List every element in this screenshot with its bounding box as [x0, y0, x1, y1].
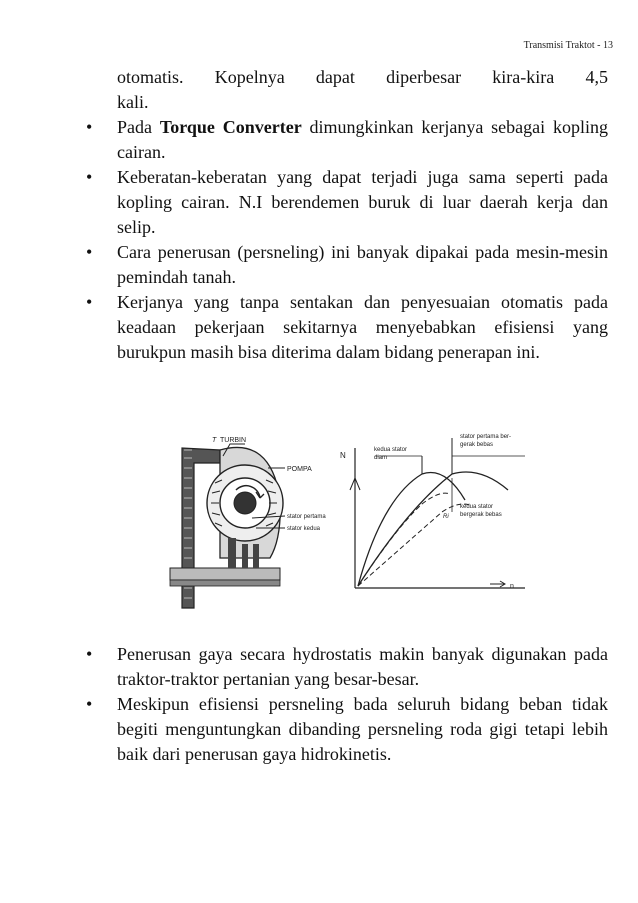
bullet-text: Meskipun efisiensi persneling bada seluruh bidang beban tidak begiti menguntungkan dibanding persneling roda gigi tetapi lebih baik dari penerusan gaya hidrokinetis. — [117, 694, 608, 764]
stator-stem-2 — [253, 544, 259, 568]
bullet-marker: • — [86, 167, 93, 187]
bullet-item — [86, 692, 608, 767]
curve-stator-diam — [358, 472, 465, 586]
turbin-marker: T — [212, 437, 217, 444]
bullet-marker: • — [86, 242, 93, 262]
performance-graph — [340, 434, 525, 590]
kedua-stator-diam-label-1: kedua stator — [374, 447, 408, 453]
stator-kedua-label: stator kedua — [287, 526, 321, 532]
turbin-label: TURBIN — [220, 437, 247, 444]
bullet-marker: • — [86, 117, 93, 137]
bullet-text-prefix: Pada — [117, 117, 160, 137]
kedua-stator-bergerak-label-2: bergerak bebas — [460, 512, 502, 518]
bullet-text: Penerusan gaya secara hydrostatis makin banyak digunakan pada traktor-traktor pertanian yang besar-besar. — [117, 644, 608, 689]
stator-stem-1 — [242, 544, 248, 568]
bullet-text: Keberatan-keberatan yang dapat terjadi juga sama seperti pada kopling cairan. N.I berendemen buruk di luar daerah kerja dan selip. — [117, 167, 608, 237]
converter-cross-section — [170, 437, 326, 608]
kedua-stator-bergerak-label-1: kedua stator — [460, 504, 494, 510]
upper-text-block — [86, 65, 608, 365]
output-shaft — [170, 580, 280, 586]
bullet-item — [86, 642, 608, 692]
bullet-item — [86, 240, 608, 290]
bullet-text: Cara penerusan (persneling) ini banyak dipakai pada mesin-mesin pemindah tanah. — [117, 242, 608, 287]
bullet-text — [117, 115, 608, 165]
hub — [234, 492, 256, 514]
bullet-item — [86, 290, 608, 365]
turbine-stem — [228, 538, 236, 568]
continuation-line: otomatis. Kopelnya dapat diperbesar kira-kira 4,5 — [117, 67, 608, 87]
bullet-item — [86, 165, 608, 240]
curve-marker: Ri — [443, 514, 449, 520]
curve-dashed-2 — [358, 504, 472, 586]
bullet-item — [86, 115, 608, 165]
stator-pertama-bergerak-label-1: stator pertama ber- — [460, 434, 512, 440]
curve-stator-pertama — [358, 472, 508, 586]
continuation-line: kali. — [117, 92, 149, 112]
curve-dashed-1 — [358, 493, 450, 586]
page-header: Transmisi Traktot - 13 — [523, 40, 613, 51]
y-axis-label: N — [340, 451, 346, 460]
input-shaft — [170, 568, 280, 580]
stator-pertama-bergerak-label-2: gerak bebas — [460, 442, 494, 448]
bullet-text-suffix: dimungkinkan kerjanya sebagai kopling cairan. — [117, 117, 608, 162]
stator-pertama-label: stator pertama — [287, 514, 326, 520]
bullet-marker: • — [86, 292, 93, 312]
x-axis-arrow — [490, 581, 505, 587]
kedua-stator-diam-label-2: diam — [374, 455, 388, 461]
bullet-text: Kerjanya yang tanpa sentakan dan penyesuaian otomatis pada keadaan pekerjaan sekitarnya menyebabkan efisiensi yang burukpun masih bisa diterima dalam bidang penerapan ini. — [117, 292, 608, 362]
x-axis-label: n — [510, 583, 514, 590]
pompa-label: POMPA — [287, 466, 312, 473]
torque-converter-figure — [160, 428, 540, 613]
lower-text-block — [86, 642, 608, 767]
bold-term: Torque Converter — [159, 117, 302, 137]
bullet-marker: • — [86, 644, 93, 664]
bullet-marker: • — [86, 694, 93, 714]
